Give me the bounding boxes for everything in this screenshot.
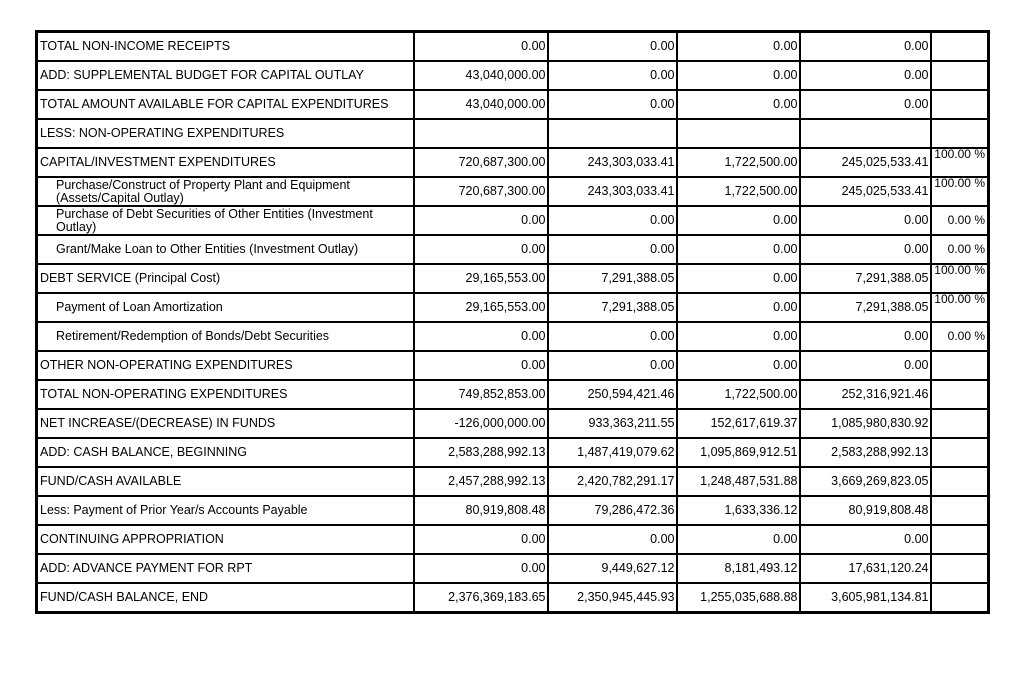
amount-cell-col4: 245,025,533.41 <box>800 177 931 206</box>
amount-cell-col2: 0.00 <box>548 90 677 119</box>
amount-cell-col3: 152,617,619.37 <box>677 409 800 438</box>
amount-cell-col1: 2,583,288,992.13 <box>414 438 548 467</box>
amount-cell-col1: 749,852,853.00 <box>414 380 548 409</box>
amount-cell-col2: 250,594,421.46 <box>548 380 677 409</box>
amount-cell-col4: 80,919,808.48 <box>800 496 931 525</box>
amount-cell-col2: 243,303,033.41 <box>548 148 677 177</box>
table-body <box>37 32 989 613</box>
amount-cell-col1: 0.00 <box>414 32 548 62</box>
amount-cell-col1: 80,919,808.48 <box>414 496 548 525</box>
row-label: LESS: NON-OPERATING EXPENDITURES <box>37 119 414 148</box>
row-label: TOTAL NON-INCOME RECEIPTS <box>37 32 414 62</box>
financial-statement-table <box>35 30 990 614</box>
amount-cell-col1: 0.00 <box>414 235 548 264</box>
percent-cell <box>931 380 989 409</box>
amount-cell-col3: 0.00 <box>677 293 800 322</box>
amount-cell-col1: 0.00 <box>414 206 548 235</box>
percent-cell <box>931 583 989 613</box>
amount-cell-col4: 245,025,533.41 <box>800 148 931 177</box>
percent-cell: 0.00 % <box>931 206 989 235</box>
amount-cell-col3: 8,181,493.12 <box>677 554 800 583</box>
amount-cell-col1: 2,457,288,992.13 <box>414 467 548 496</box>
table-row <box>37 235 989 264</box>
amount-cell-col2: 0.00 <box>548 235 677 264</box>
row-label: TOTAL NON-OPERATING EXPENDITURES <box>37 380 414 409</box>
percent-cell <box>931 90 989 119</box>
amount-cell-col3: 1,248,487,531.88 <box>677 467 800 496</box>
amount-cell-col4: 0.00 <box>800 32 931 62</box>
table-row <box>37 496 989 525</box>
percent-cell <box>931 61 989 90</box>
percent-cell: 100.00 % <box>931 293 989 322</box>
amount-cell-col3: 0.00 <box>677 61 800 90</box>
amount-cell-col2: 2,420,782,291.17 <box>548 467 677 496</box>
amount-cell-col2: 1,487,419,079.62 <box>548 438 677 467</box>
row-label: ADD: ADVANCE PAYMENT FOR RPT <box>37 554 414 583</box>
percent-cell <box>931 119 989 148</box>
table-row <box>37 467 989 496</box>
amount-cell-col2: 79,286,472.36 <box>548 496 677 525</box>
amount-cell-col1: 29,165,553.00 <box>414 293 548 322</box>
amount-cell-col3: 1,722,500.00 <box>677 148 800 177</box>
amount-cell-col3: 1,095,869,912.51 <box>677 438 800 467</box>
row-label: Grant/Make Loan to Other Entities (Investment Outlay) <box>37 235 414 264</box>
table-row <box>37 90 989 119</box>
amount-cell-col2: 0.00 <box>548 61 677 90</box>
amount-cell-col1: 720,687,300.00 <box>414 177 548 206</box>
percent-cell: 100.00 % <box>931 177 989 206</box>
row-label: Retirement/Redemption of Bonds/Debt Securities <box>37 322 414 351</box>
table-row <box>37 583 989 613</box>
amount-cell-col4: 2,583,288,992.13 <box>800 438 931 467</box>
amount-cell-col3 <box>677 119 800 148</box>
amount-cell-col3: 0.00 <box>677 525 800 554</box>
percent-cell: 100.00 % <box>931 264 989 293</box>
amount-cell-col4: 0.00 <box>800 90 931 119</box>
table-row <box>37 293 989 322</box>
amount-cell-col2: 7,291,388.05 <box>548 293 677 322</box>
amount-cell-col4: 0.00 <box>800 322 931 351</box>
table-row <box>37 32 989 62</box>
row-label: ADD: SUPPLEMENTAL BUDGET FOR CAPITAL OUTLAY <box>37 61 414 90</box>
amount-cell-col2 <box>548 119 677 148</box>
percent-cell <box>931 525 989 554</box>
amount-cell-col4: 7,291,388.05 <box>800 293 931 322</box>
amount-cell-col4: 7,291,388.05 <box>800 264 931 293</box>
amount-cell-col2: 0.00 <box>548 322 677 351</box>
amount-cell-col2: 0.00 <box>548 206 677 235</box>
percent-cell <box>931 32 989 62</box>
percent-cell <box>931 409 989 438</box>
amount-cell-col1: 29,165,553.00 <box>414 264 548 293</box>
amount-cell-col1: 43,040,000.00 <box>414 61 548 90</box>
amount-cell-col1: 0.00 <box>414 351 548 380</box>
amount-cell-col3: 0.00 <box>677 264 800 293</box>
amount-cell-col1: 720,687,300.00 <box>414 148 548 177</box>
table-row <box>37 148 989 177</box>
amount-cell-col4: 3,669,269,823.05 <box>800 467 931 496</box>
row-label: DEBT SERVICE (Principal Cost) <box>37 264 414 293</box>
row-label: FUND/CASH BALANCE, END <box>37 583 414 613</box>
row-label: Purchase/Construct of Property Plant and Equipment (Assets/Capital Outlay) <box>37 177 414 206</box>
percent-cell <box>931 438 989 467</box>
amount-cell-col4: 252,316,921.46 <box>800 380 931 409</box>
amount-cell-col4: 0.00 <box>800 206 931 235</box>
row-label: Payment of Loan Amortization <box>37 293 414 322</box>
percent-cell <box>931 467 989 496</box>
row-label: CAPITAL/INVESTMENT EXPENDITURES <box>37 148 414 177</box>
row-label: TOTAL AMOUNT AVAILABLE FOR CAPITAL EXPENDITURES <box>37 90 414 119</box>
percent-cell: 100.00 % <box>931 148 989 177</box>
row-label: NET INCREASE/(DECREASE) IN FUNDS <box>37 409 414 438</box>
amount-cell-col2: 0.00 <box>548 351 677 380</box>
amount-cell-col2: 0.00 <box>548 32 677 62</box>
table-row <box>37 380 989 409</box>
table-row <box>37 322 989 351</box>
amount-cell-col4: 3,605,981,134.81 <box>800 583 931 613</box>
amount-cell-col2: 2,350,945,445.93 <box>548 583 677 613</box>
table-row <box>37 264 989 293</box>
amount-cell-col3: 0.00 <box>677 90 800 119</box>
row-label: OTHER NON-OPERATING EXPENDITURES <box>37 351 414 380</box>
table-row <box>37 554 989 583</box>
row-label: Purchase of Debt Securities of Other Entities (Investment Outlay) <box>37 206 414 235</box>
amount-cell-col2: 243,303,033.41 <box>548 177 677 206</box>
amount-cell-col2: 7,291,388.05 <box>548 264 677 293</box>
amount-cell-col3: 0.00 <box>677 351 800 380</box>
amount-cell-col4: 0.00 <box>800 61 931 90</box>
amount-cell-col3: 1,722,500.00 <box>677 380 800 409</box>
amount-cell-col3: 1,722,500.00 <box>677 177 800 206</box>
table-row <box>37 438 989 467</box>
amount-cell-col4: 1,085,980,830.92 <box>800 409 931 438</box>
amount-cell-col1: 0.00 <box>414 525 548 554</box>
percent-cell <box>931 351 989 380</box>
table-row <box>37 351 989 380</box>
amount-cell-col1: 2,376,369,183.65 <box>414 583 548 613</box>
amount-cell-col1: -126,000,000.00 <box>414 409 548 438</box>
amount-cell-col2: 9,449,627.12 <box>548 554 677 583</box>
table-row <box>37 119 989 148</box>
table-row <box>37 525 989 554</box>
amount-cell-col2: 933,363,211.55 <box>548 409 677 438</box>
row-label: CONTINUING APPROPRIATION <box>37 525 414 554</box>
row-label: FUND/CASH AVAILABLE <box>37 467 414 496</box>
amount-cell-col3: 0.00 <box>677 32 800 62</box>
amount-cell-col3: 1,255,035,688.88 <box>677 583 800 613</box>
percent-cell <box>931 554 989 583</box>
amount-cell-col4: 17,631,120.24 <box>800 554 931 583</box>
percent-cell <box>931 496 989 525</box>
table-row <box>37 206 989 235</box>
amount-cell-col4 <box>800 119 931 148</box>
amount-cell-col4: 0.00 <box>800 235 931 264</box>
table-row <box>37 409 989 438</box>
amount-cell-col4: 0.00 <box>800 351 931 380</box>
table-row <box>37 61 989 90</box>
row-label: Less: Payment of Prior Year/s Accounts Payable <box>37 496 414 525</box>
amount-cell-col4: 0.00 <box>800 525 931 554</box>
amount-cell-col3: 1,633,336.12 <box>677 496 800 525</box>
amount-cell-col1: 0.00 <box>414 554 548 583</box>
percent-cell: 0.00 % <box>931 235 989 264</box>
table-row <box>37 177 989 206</box>
row-label: ADD: CASH BALANCE, BEGINNING <box>37 438 414 467</box>
amount-cell-col1: 43,040,000.00 <box>414 90 548 119</box>
amount-cell-col3: 0.00 <box>677 206 800 235</box>
amount-cell-col3: 0.00 <box>677 322 800 351</box>
amount-cell-col2: 0.00 <box>548 525 677 554</box>
percent-cell: 0.00 % <box>931 322 989 351</box>
amount-cell-col3: 0.00 <box>677 235 800 264</box>
amount-cell-col1: 0.00 <box>414 322 548 351</box>
amount-cell-col1 <box>414 119 548 148</box>
